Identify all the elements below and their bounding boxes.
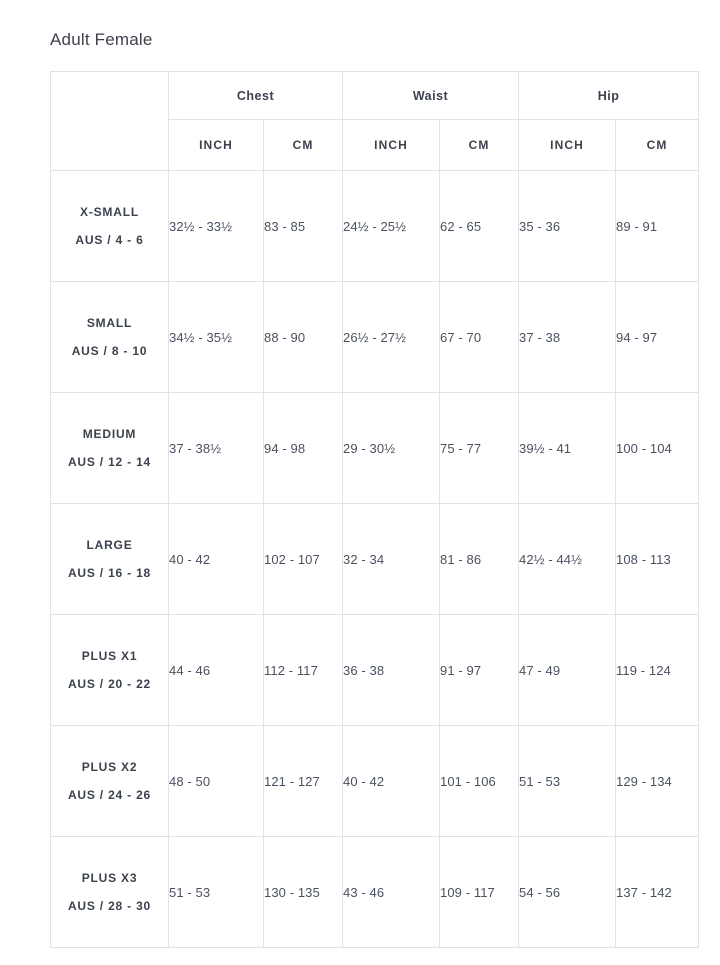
cell-hip-cm: 94 - 97 xyxy=(616,282,699,393)
cell-waist-inch: 43 - 46 xyxy=(343,837,440,948)
row-label-medium xyxy=(51,393,169,504)
cell-hip-cm: 119 - 124 xyxy=(616,615,699,726)
table-row xyxy=(51,171,699,282)
size-name: LARGE xyxy=(86,538,133,552)
cell-chest-cm: 88 - 90 xyxy=(264,282,343,393)
group-header-hip: Hip xyxy=(519,72,699,120)
cell-hip-cm: 137 - 142 xyxy=(616,837,699,948)
unit-header-hip-cm: CM xyxy=(616,120,699,171)
size-aus: AUS / 24 - 26 xyxy=(67,788,152,802)
size-chart-table xyxy=(50,71,699,948)
cell-chest-cm: 130 - 135 xyxy=(264,837,343,948)
table-row xyxy=(51,837,699,948)
table-row xyxy=(51,615,699,726)
cell-chest-cm: 94 - 98 xyxy=(264,393,343,504)
cell-waist-cm: 101 - 106 xyxy=(440,726,519,837)
row-label-x-small xyxy=(51,171,169,282)
cell-waist-cm: 81 - 86 xyxy=(440,504,519,615)
cell-waist-inch: 29 - 30½ xyxy=(343,393,440,504)
cell-hip-inch: 47 - 49 xyxy=(519,615,616,726)
row-label-plus-x2 xyxy=(51,726,169,837)
size-aus: AUS / 12 - 14 xyxy=(67,455,152,469)
size-aus: AUS / 20 - 22 xyxy=(67,677,152,691)
group-header-row xyxy=(51,72,699,120)
corner-cell xyxy=(51,72,169,120)
cell-waist-cm: 91 - 97 xyxy=(440,615,519,726)
unit-header-waist-inch: INCH xyxy=(343,120,440,171)
cell-waist-inch: 32 - 34 xyxy=(343,504,440,615)
size-name: SMALL xyxy=(86,316,133,330)
size-aus: AUS / 4 - 6 xyxy=(75,233,144,247)
cell-chest-cm: 102 - 107 xyxy=(264,504,343,615)
cell-chest-inch: 48 - 50 xyxy=(169,726,264,837)
cell-hip-inch: 39½ - 41 xyxy=(519,393,616,504)
row-label-plus-x1 xyxy=(51,615,169,726)
cell-waist-inch: 40 - 42 xyxy=(343,726,440,837)
cell-waist-inch: 24½ - 25½ xyxy=(343,171,440,282)
cell-hip-cm: 108 - 113 xyxy=(616,504,699,615)
cell-chest-inch: 32½ - 33½ xyxy=(169,171,264,282)
cell-waist-cm: 67 - 70 xyxy=(440,282,519,393)
cell-hip-inch: 37 - 38 xyxy=(519,282,616,393)
page-title: Adult Female xyxy=(50,30,153,49)
cell-chest-inch: 37 - 38½ xyxy=(169,393,264,504)
row-label-large xyxy=(51,504,169,615)
cell-waist-cm: 75 - 77 xyxy=(440,393,519,504)
size-aus: AUS / 8 - 10 xyxy=(71,344,148,358)
cell-chest-inch: 34½ - 35½ xyxy=(169,282,264,393)
cell-hip-cm: 100 - 104 xyxy=(616,393,699,504)
group-header-waist: Waist xyxy=(343,72,519,120)
size-name: PLUS X3 xyxy=(81,871,138,885)
table-header xyxy=(51,72,699,171)
cell-hip-cm: 129 - 134 xyxy=(616,726,699,837)
table-body xyxy=(51,171,699,948)
row-label-small xyxy=(51,282,169,393)
table-row xyxy=(51,504,699,615)
cell-hip-inch: 51 - 53 xyxy=(519,726,616,837)
size-aus: AUS / 28 - 30 xyxy=(67,899,152,913)
group-header-chest: Chest xyxy=(169,72,343,120)
cell-hip-cm: 89 - 91 xyxy=(616,171,699,282)
cell-waist-cm: 109 - 117 xyxy=(440,837,519,948)
size-aus: AUS / 16 - 18 xyxy=(67,566,152,580)
cell-chest-cm: 121 - 127 xyxy=(264,726,343,837)
row-label-plus-x3 xyxy=(51,837,169,948)
cell-chest-inch: 44 - 46 xyxy=(169,615,264,726)
size-name: X-SMALL xyxy=(80,205,139,219)
cell-chest-cm: 112 - 117 xyxy=(264,615,343,726)
cell-chest-cm: 83 - 85 xyxy=(264,171,343,282)
cell-waist-cm: 62 - 65 xyxy=(440,171,519,282)
cell-waist-inch: 36 - 38 xyxy=(343,615,440,726)
cell-hip-inch: 42½ - 44½ xyxy=(519,504,616,615)
table-row xyxy=(51,726,699,837)
cell-hip-inch: 54 - 56 xyxy=(519,837,616,948)
table-row xyxy=(51,393,699,504)
cell-chest-inch: 51 - 53 xyxy=(169,837,264,948)
unit-header-chest-cm: CM xyxy=(264,120,343,171)
size-name: MEDIUM xyxy=(82,427,137,441)
cell-waist-inch: 26½ - 27½ xyxy=(343,282,440,393)
size-name: PLUS X1 xyxy=(81,649,138,663)
corner-cell-2 xyxy=(51,120,169,171)
unit-header-chest-inch: INCH xyxy=(169,120,264,171)
size-name: PLUS X2 xyxy=(81,760,138,774)
unit-header-waist-cm: CM xyxy=(440,120,519,171)
table-row xyxy=(51,282,699,393)
unit-header-hip-inch: INCH xyxy=(519,120,616,171)
cell-chest-inch: 40 - 42 xyxy=(169,504,264,615)
cell-hip-inch: 35 - 36 xyxy=(519,171,616,282)
unit-header-row xyxy=(51,120,699,171)
